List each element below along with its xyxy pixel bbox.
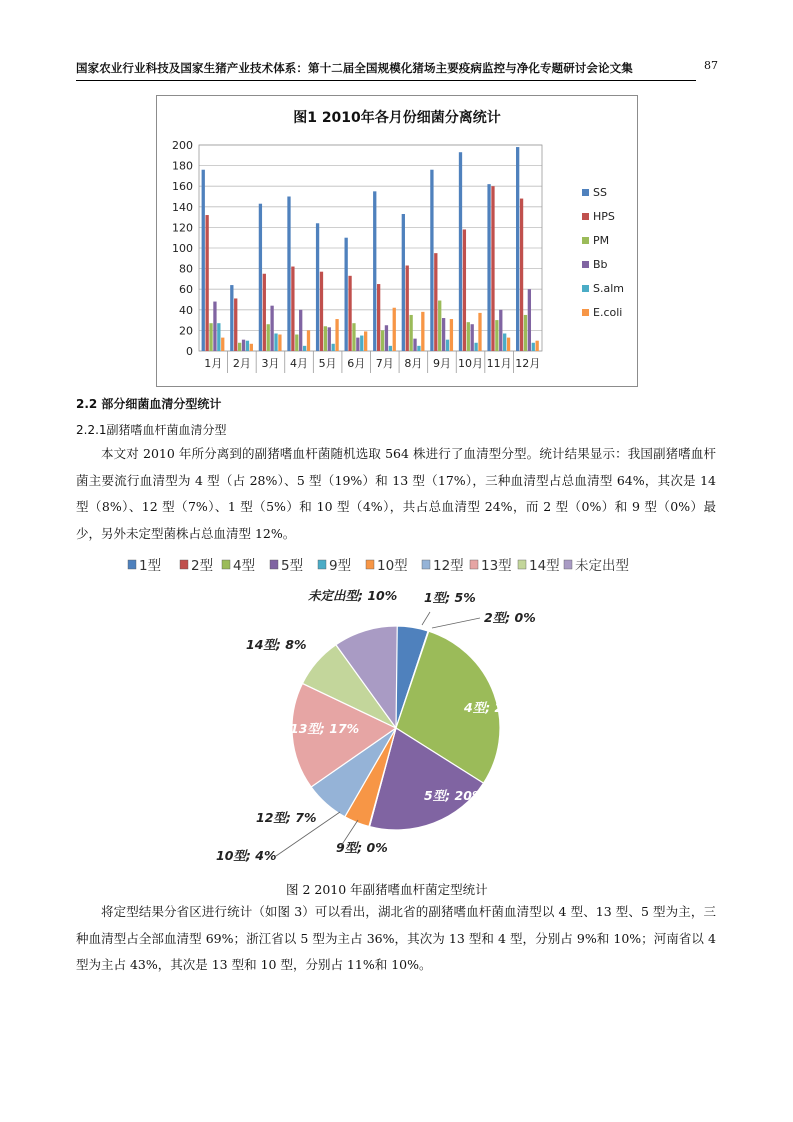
- bar-SS-1: [202, 170, 205, 351]
- bar-HPS-3: [263, 274, 266, 351]
- legend-swatch: [422, 560, 430, 569]
- legend-label: 2型: [191, 558, 214, 574]
- legend-label: 4型: [233, 558, 256, 574]
- data-label: 1型; 5%: [424, 590, 476, 605]
- legend-label: 9型: [329, 558, 352, 574]
- subsection-heading: 2.2.1副猪嗜血杆菌血清分型: [76, 423, 227, 437]
- bar-HPS-4: [291, 267, 294, 351]
- bar-Ecoli-5: [335, 319, 338, 351]
- bar-Salm-10: [474, 343, 477, 351]
- bar-Salm-5: [332, 344, 335, 351]
- bar-SS-10: [459, 152, 462, 351]
- bar-Salm-4: [303, 346, 306, 351]
- x-tick-label: 6月: [347, 357, 366, 370]
- bar-PM-2: [238, 343, 241, 351]
- bar-SS-11: [487, 184, 490, 351]
- y-tick-label: 0: [186, 345, 193, 358]
- data-label: 2型; 0%: [484, 610, 536, 625]
- data-label: 13型; 17%: [290, 721, 360, 736]
- bar-PM-4: [295, 335, 298, 351]
- bar-Salm-3: [274, 333, 277, 351]
- y-tick-label: 40: [179, 303, 193, 317]
- bar-SS-9: [430, 170, 433, 351]
- bar-SS-2: [230, 285, 233, 351]
- y-tick-label: 20: [179, 324, 193, 338]
- bar-Ecoli-7: [393, 308, 396, 351]
- bar-Salm-9: [446, 340, 449, 351]
- bar-PM-10: [467, 322, 470, 351]
- bar-Ecoli-3: [278, 335, 281, 351]
- paragraph-province-results: 将定型结果分省区进行统计（如图 3）可以看出，湖北省的副猪嗜血杆菌血清型以 4 型、13 型、5 型为主，三种血清型占全部血清型 69%；浙江省以 5 型为主占 36%，其次为 13 型和 4 型，分别占 9%和 10%；河南省以 4 型为主占 43%，其次是 13 型和 10 型，分别占 11%和 10%。: [76, 904, 716, 972]
- header-title: 国家农业行业科技及国家生猪产业技术体系：第十二届全国规模化猪场主要疫病监控与净化专题研讨会论文集: [76, 61, 633, 75]
- bar-HPS-11: [491, 186, 494, 351]
- bar-HPS-5: [320, 272, 323, 351]
- data-label: 10型; 4%: [216, 848, 277, 863]
- legend-label-Salm: S.alm: [593, 282, 624, 295]
- bar-SS-5: [316, 223, 319, 351]
- legend-label-PM: PM: [593, 234, 610, 247]
- x-tick-label: 4月: [290, 357, 309, 370]
- bar-Bb-11: [499, 310, 502, 351]
- data-label: 5型; 20%: [424, 788, 485, 803]
- bar-Ecoli-10: [478, 313, 481, 351]
- x-tick-label: 10月: [458, 357, 484, 370]
- bar-Ecoli-8: [421, 312, 424, 351]
- bar-HPS-2: [234, 298, 237, 351]
- y-tick-label: 120: [172, 221, 193, 235]
- x-tick-label: 7月: [375, 357, 394, 370]
- x-tick-label: 2月: [232, 357, 251, 370]
- data-label: 4型; 29%: [464, 700, 525, 715]
- bar-HPS-6: [348, 276, 351, 351]
- bar-Bb-4: [299, 310, 302, 351]
- bar-Bb-1: [213, 302, 216, 351]
- bar-Salm-6: [360, 336, 363, 351]
- legend-swatch: [518, 560, 526, 569]
- legend-swatch-PM: [582, 237, 589, 244]
- bar-PM-1: [209, 323, 212, 351]
- bar-PM-8: [409, 315, 412, 351]
- bar-Ecoli-4: [307, 330, 310, 351]
- bar-HPS-8: [406, 266, 409, 351]
- y-tick-label: 80: [179, 262, 193, 276]
- y-tick-label: 160: [172, 180, 193, 194]
- legend-swatch-Ecoli: [582, 309, 589, 316]
- data-label: 未定出型; 10%: [308, 588, 398, 603]
- legend-swatch: [180, 560, 188, 569]
- bar-PM-9: [438, 301, 441, 351]
- bar-Ecoli-1: [221, 338, 224, 351]
- legend-swatch: [366, 560, 374, 569]
- legend-swatch: [222, 560, 230, 569]
- section-heading: 2.2 部分细菌血清分型统计: [76, 397, 222, 411]
- legend-swatch-Bb: [582, 261, 589, 268]
- bar-Bb-8: [413, 339, 416, 351]
- bar-PM-3: [267, 324, 270, 351]
- bar-HPS-1: [205, 215, 208, 351]
- legend-label: 14型: [529, 558, 560, 574]
- bar-SS-4: [287, 197, 290, 352]
- legend-swatch: [128, 560, 136, 569]
- bar-Salm-2: [246, 341, 249, 351]
- data-label: 9型; 0%: [336, 840, 388, 855]
- bar-Bb-3: [270, 306, 273, 351]
- bar-Ecoli-12: [536, 341, 539, 351]
- legend-label: 12型: [433, 558, 464, 574]
- figure-1-bar-chart: [156, 95, 638, 387]
- legend-label: 10型: [377, 558, 408, 574]
- bar-Bb-5: [328, 327, 331, 351]
- bar-Salm-8: [417, 346, 420, 351]
- y-tick-label: 100: [172, 242, 193, 255]
- bar-Ecoli-6: [364, 331, 367, 351]
- x-tick-label: 11月: [486, 357, 512, 370]
- legend-swatch-Salm: [582, 285, 589, 292]
- bar-Salm-1: [217, 323, 220, 351]
- y-tick-label: 200: [172, 139, 193, 152]
- x-tick-label: 5月: [318, 357, 337, 370]
- bar-Bb-10: [471, 324, 474, 351]
- legend-label: 5型: [281, 558, 304, 574]
- bar-Bb-7: [385, 325, 388, 351]
- x-tick-label: 1月: [204, 357, 223, 370]
- figure-2-pie-chart: [100, 552, 700, 872]
- x-tick-label: 12月: [515, 357, 541, 370]
- running-header: [76, 58, 696, 81]
- bar-HPS-10: [463, 229, 466, 351]
- bar-SS-8: [402, 214, 405, 351]
- legend-swatch: [564, 560, 572, 569]
- y-tick-label: 140: [172, 200, 193, 214]
- legend-swatch: [318, 560, 326, 569]
- y-tick-label: 180: [172, 159, 193, 173]
- leader-line: [422, 612, 430, 625]
- bar-Bb-6: [356, 338, 359, 351]
- x-tick-label: 8月: [404, 357, 423, 370]
- bar-Ecoli-2: [250, 344, 253, 351]
- figure-2-caption: 图 2 2010 年副猪嗜血杆菌定型统计: [286, 882, 488, 897]
- x-tick-label: 9月: [432, 357, 451, 370]
- bar-PM-12: [524, 315, 527, 351]
- legend-label: 未定出型: [575, 558, 629, 574]
- legend-label-Ecoli: E.coli: [593, 306, 623, 319]
- y-tick-label: 60: [179, 283, 193, 297]
- data-label: 12型; 7%: [256, 810, 317, 825]
- bar-PM-5: [324, 326, 327, 351]
- legend-swatch: [270, 560, 278, 569]
- legend-swatch-SS: [582, 189, 589, 196]
- bar-HPS-12: [520, 199, 523, 351]
- bar-SS-7: [373, 191, 376, 351]
- legend-label-SS: SS: [593, 186, 607, 199]
- bar-HPS-7: [377, 284, 380, 351]
- legend-label-Bb: Bb: [593, 258, 608, 271]
- bar-Bb-12: [528, 289, 531, 351]
- bar-PM-11: [495, 320, 498, 351]
- bar-Ecoli-11: [507, 338, 510, 351]
- leader-line: [432, 618, 480, 628]
- bar-Salm-11: [503, 333, 506, 351]
- bar-Ecoli-9: [450, 319, 453, 351]
- bar-SS-12: [516, 147, 519, 351]
- bar-PM-7: [381, 330, 384, 351]
- legend-swatch-HPS: [582, 213, 589, 220]
- bar-PM-6: [352, 323, 355, 351]
- bar-Salm-7: [389, 346, 392, 351]
- bar-HPS-9: [434, 253, 437, 351]
- pie-chart-svg: [100, 552, 700, 872]
- bar-SS-3: [259, 204, 262, 351]
- data-label: 14型; 8%: [246, 637, 307, 652]
- legend-label: 13型: [481, 558, 512, 574]
- page-number: 87: [704, 59, 718, 72]
- bar-Salm-12: [532, 343, 535, 351]
- legend-label: 1型: [139, 558, 162, 574]
- legend-swatch: [470, 560, 478, 569]
- bar-Bb-2: [242, 340, 245, 351]
- x-tick-label: 3月: [261, 357, 280, 370]
- bar-Bb-9: [442, 318, 445, 351]
- paragraph-serotype-results: 本文对 2010 年所分离到的副猪嗜血杆菌随机选取 564 株进行了血清型分型。统计结果显示：我国副猪嗜血杆菌主要流行血清型为 4 型（占 28%）、5 型（19%）和 13 型（17%），三种血清型占总血清型 64%，其次是 14 型（8%）、12 型（7%）、1 型（5%）和 10 型（4%），共占总血清型 24%，而 2 型（0%）和 9 型（0%）最少，另外未定型菌株占总血清型 12%。: [76, 446, 716, 541]
- legend-label-HPS: HPS: [593, 210, 615, 223]
- chart-title: 图1 2010年各月份细菌分离统计: [293, 110, 501, 126]
- bar-SS-6: [345, 238, 348, 351]
- bar-chart-svg: [157, 96, 637, 386]
